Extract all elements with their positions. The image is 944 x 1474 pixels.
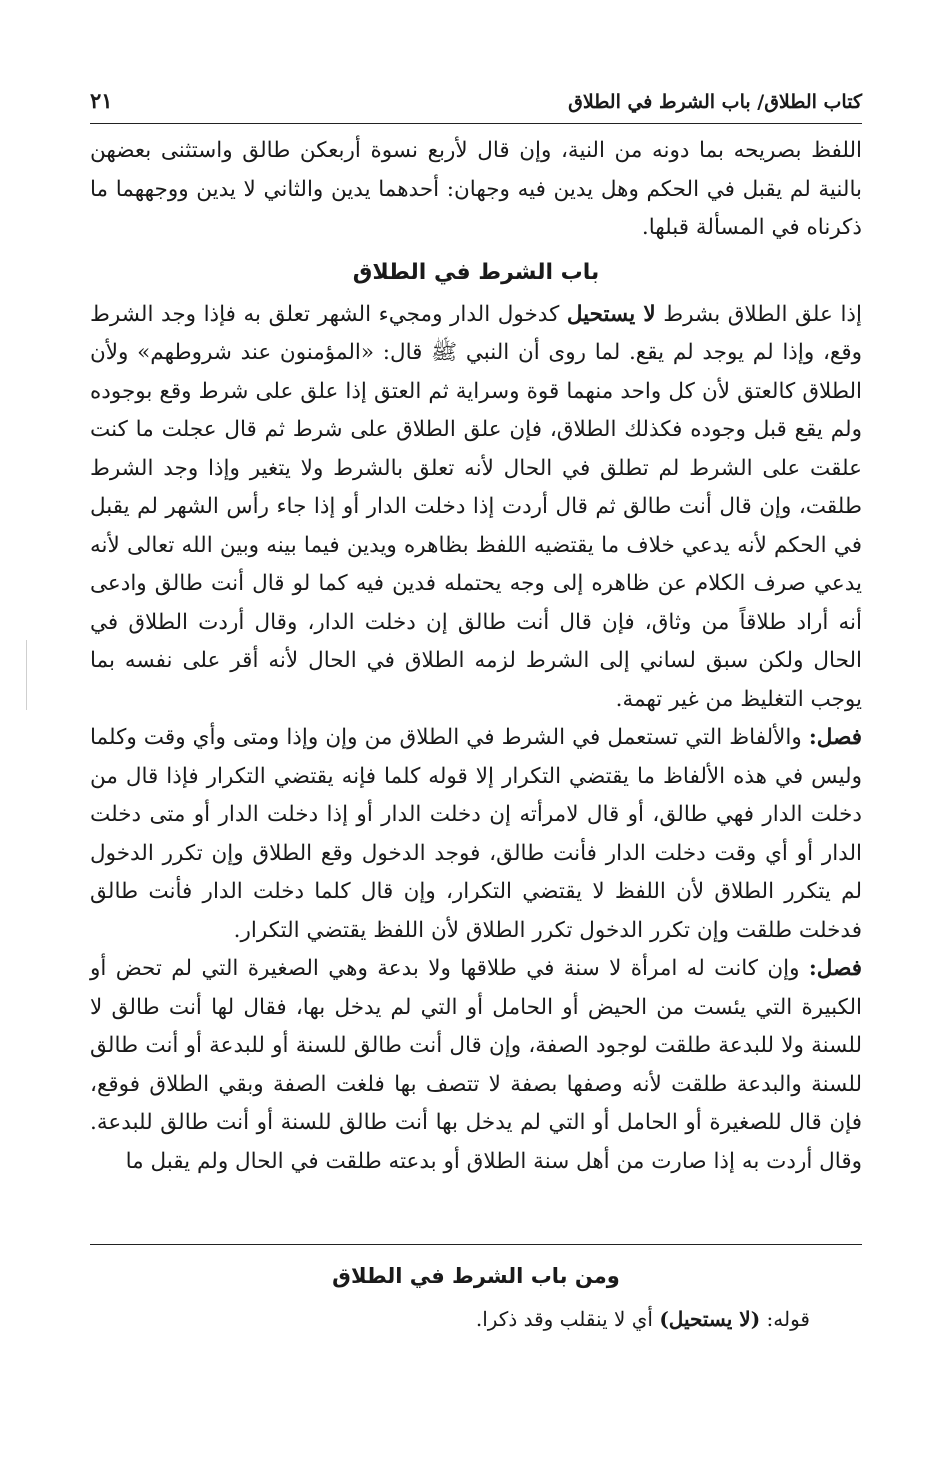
paragraph-fasl-words: [90, 719, 862, 950]
paragraph-text: وإن كانت له امرأة لا سنة في طلاقها ولا بدعة وهي الصغيرة التي لم تحض أو الكبيرة التي يئست من الحيض أو الحامل أو التي لم يدخل بها، فقال لها أنت طالق لا للسنة ولا للبدعة طلقت لوجود الصفة، وإن قال أنت طالق للسنة أو للبدعة أو أنت طالق للسنة والبدعة طلقت لأنه وصفها بصفة لا تتصف بها فلغت الصفة وبقي الطلاق فوقع، فإن قال للصغيرة أو الحامل أو التي لم يدخل بها أنت طالق للسنة أو أنت طالق للبدعة. وقال أردت به إذا صارت من أهل سنة الطلاق أو بدعته طلقت في الحال ولم يقبل ما: [90, 956, 862, 1174]
footnote-area: [90, 1258, 862, 1338]
paragraph-fasl-sunnah: [90, 950, 862, 1181]
scan-margin-mark: [26, 640, 27, 710]
footnote-divider: [90, 1244, 862, 1245]
fasl-label: فصل:: [808, 725, 862, 750]
bold-term: لا يستحيل: [566, 301, 656, 327]
paragraph-text: كدخول الدار ومجيء الشهر تعلق به فإذا وجد الشرط وقع، وإذا لم يوجد لم يقع. لما روى أن النبي ﷺ قال: «المؤمنون عند شروطهم» ولأن الطلاق كالعتق لأن كل واحد منهما قوة وسراية ثم العتق إذا علق على شرط وقع بوجوده ولم يقع قبل وجوده فكذلك الطلاق، فإن علق الطلاق على شرط ثم قال عجلت ما كنت علقت على الشرط لم تطلق في الحال لأنه تعلق بالشرط ولا يتغير وإذا وجد الشرط طلقت، وإن قال أنت طالق ثم قال أردت إذا دخلت الدار أو إذا جاء رأس الشهر لم يقبل في الحكم لأنه يدعي خلاف ما يقتضيه اللفظ بظاهره ويدين فيما بينه وبين الله تعالى لأنه يدعي صرف الكلام عن ظاهره إلى وجه يحتمله فدين فيه كما لو قال أنت طالق وادعى أنه أراد طلاقاً من وثاق، فإن قال أنت طالق إن دخلت الدار، وقال أردت الطلاق في الحال ولكن سبق لساني إلى الشرط لزمه الطلاق في الحال لأنه أقر على نفسه بما يوجب التغليظ من غير تهمة.: [90, 301, 863, 712]
footnote-prefix: قوله:: [760, 1307, 810, 1331]
footnote-title: ومن باب الشرط في الطلاق: [332, 1264, 620, 1288]
footnote-text: [90, 1300, 810, 1338]
paragraph-text: والألفاظ التي تستعمل في الشرط في الطلاق من وإن وإذا ومتى وأي وقت وكلما وليس في هذه الألفاظ ما يقتضي التكرار إلا قوله كلما فإنه يقتضي التكرار فإذا قال من دخلت الدار فهي طالق، أو قال لامرأته إن دخلت الدار أو إذا دخلت الدار أو متى دخلت الدار أو أي وقت دخلت الدار فأنت طالق، فوجد الدخول وقع الطلاق وإن تكرر الدخول لم يتكرر الطلاق لأن اللفظ لا يقتضي التكرار، وإن قال كلما دخلت الدار فأنت طالق فدخلت طلقت وإن تكرر الدخول تكرر الطلاق لأن اللفظ يقتضي التكرار.: [90, 725, 862, 943]
main-text: [90, 132, 862, 1181]
page-number: ٢١: [90, 88, 113, 113]
intro-paragraph: اللفظ بصريحه بما دونه من النية، وإن قال لأربع نسوة أربعكن طالق واستثنى بعضهن بالنية لم يقبل في الحكم وهل يدين فيه وجهان: أحدهما يدين والثاني لا يدين ووجههما ما ذكرناه في المسألة قبلها.: [90, 138, 862, 240]
paragraph-condition: [90, 296, 862, 720]
footnote-suffix: أي لا ينقلب وقد ذكرا.: [475, 1307, 660, 1331]
running-title: كتاب الطلاق/ باب الشرط في الطلاق: [568, 91, 862, 113]
footnote-bold-term: (لا يستحيل): [659, 1307, 761, 1331]
section-title: باب الشرط في الطلاق: [352, 259, 600, 285]
running-header: [90, 88, 862, 124]
paragraph-text: إذا علق الطلاق بشرط: [655, 301, 862, 327]
fasl-label: فصل:: [808, 956, 862, 981]
page: [90, 88, 862, 1181]
